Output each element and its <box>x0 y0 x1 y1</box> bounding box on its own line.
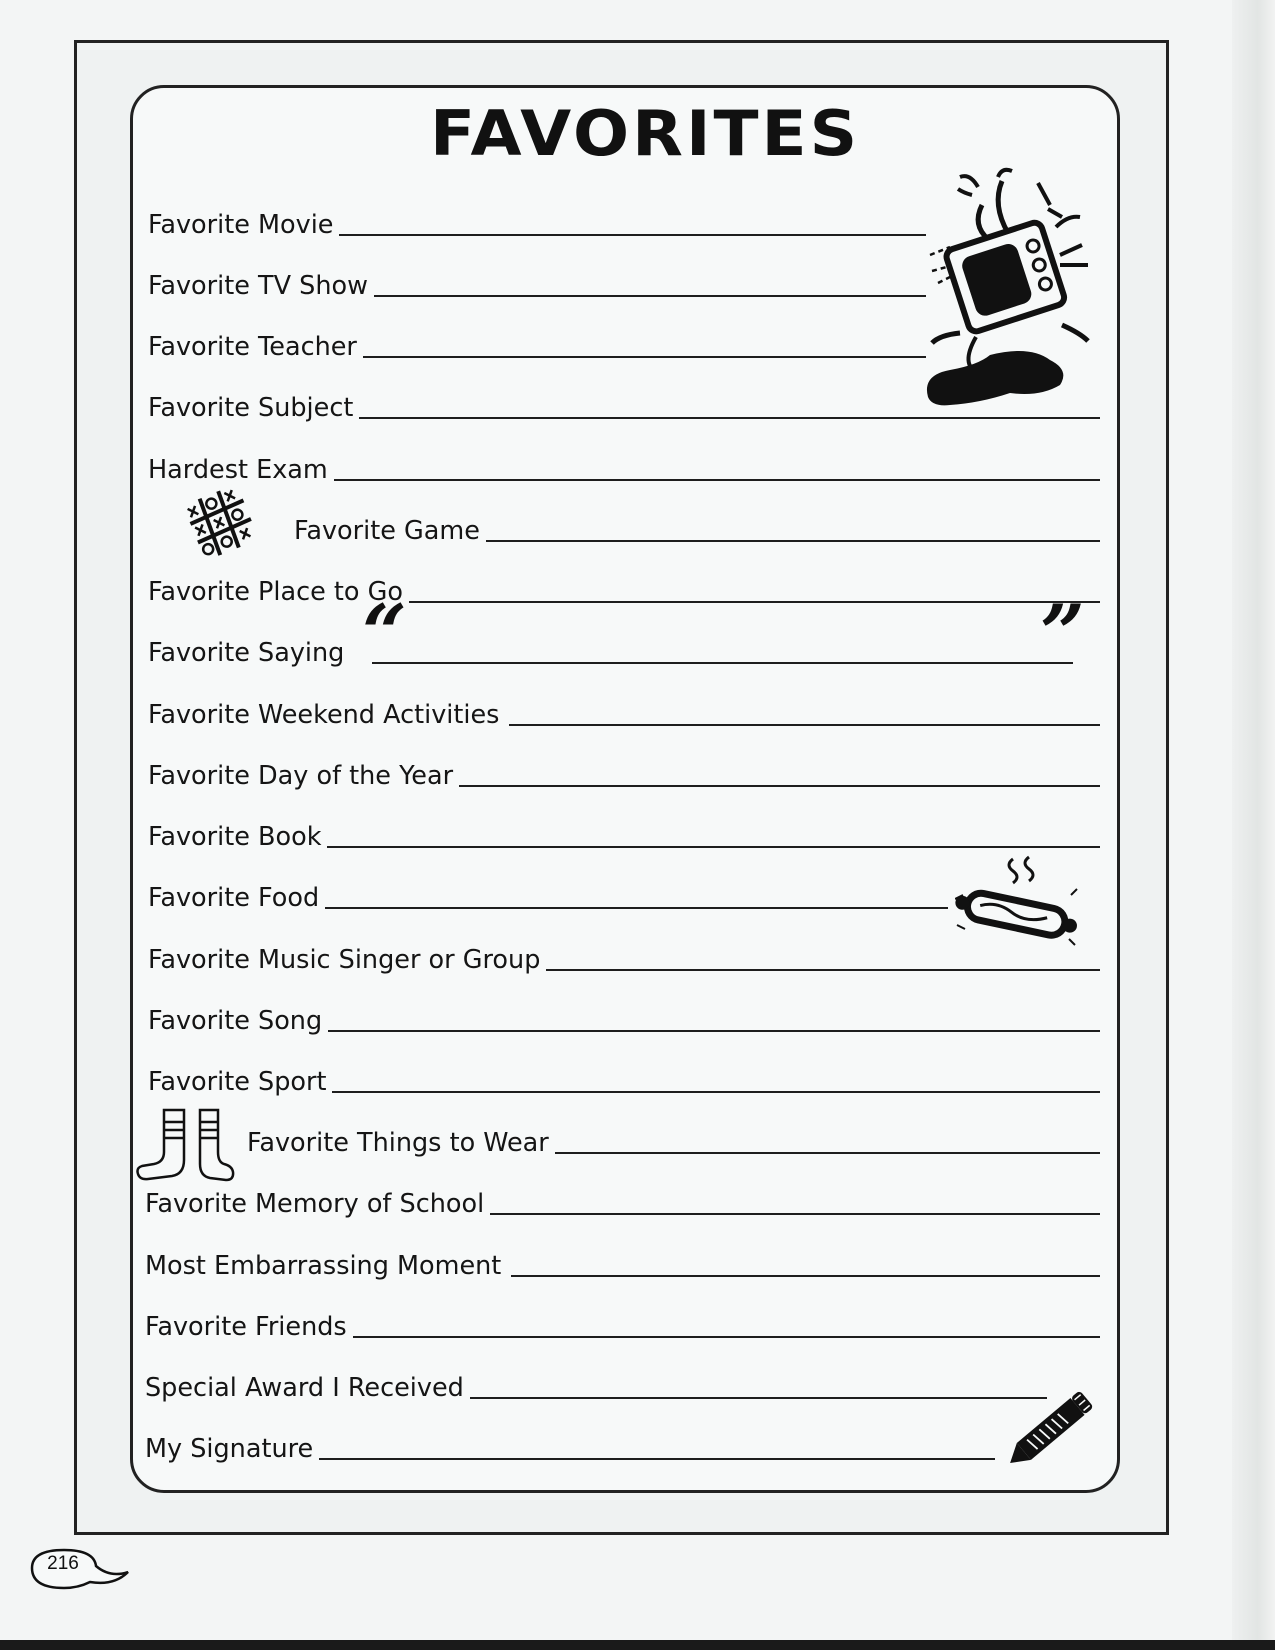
answer-line[interactable] <box>363 356 926 358</box>
answer-line[interactable] <box>374 295 926 297</box>
page-number: 216 <box>47 1553 79 1574</box>
field-label: Favorite Book <box>148 822 322 852</box>
answer-line[interactable] <box>332 1091 1100 1093</box>
answer-line[interactable] <box>409 601 1100 603</box>
field-row-special-award <box>145 1365 1047 1405</box>
field-label: Hardest Exam <box>148 455 328 485</box>
answer-line[interactable] <box>319 1458 995 1460</box>
tv-icon <box>920 165 1105 410</box>
field-label: Favorite Game <box>294 516 480 546</box>
close-quote-mark: ” <box>1040 588 1085 679</box>
binding-edge <box>1232 0 1275 1650</box>
answer-line[interactable] <box>328 1030 1100 1032</box>
answer-line[interactable] <box>372 662 1073 664</box>
field-label: Favorite Friends <box>145 1312 347 1342</box>
field-label: Favorite Things to Wear <box>247 1128 549 1158</box>
answer-line[interactable] <box>486 540 1100 542</box>
answer-line[interactable] <box>359 417 1100 419</box>
answer-line[interactable] <box>334 479 1100 481</box>
field-row-favorite-teacher <box>148 324 926 364</box>
answer-line[interactable] <box>509 724 1100 726</box>
field-row-things-to-wear <box>247 1120 1100 1160</box>
field-label: Favorite Place to Go <box>148 577 403 607</box>
field-row-favorite-tv-show <box>148 263 926 303</box>
answer-line[interactable] <box>339 234 926 236</box>
answer-line[interactable] <box>555 1152 1100 1154</box>
field-label: Favorite Teacher <box>148 332 357 362</box>
socks-icon <box>136 1108 236 1182</box>
field-label: Favorite Movie <box>148 210 334 240</box>
answer-line[interactable] <box>327 846 1100 848</box>
field-row-favorite-place <box>148 569 1100 609</box>
field-row-favorite-book <box>148 814 1100 854</box>
answer-line[interactable] <box>546 969 1100 971</box>
field-row-my-signature <box>145 1426 995 1466</box>
crayon-icon <box>1003 1382 1103 1472</box>
field-label: Favorite Sport <box>148 1067 327 1097</box>
answer-line[interactable] <box>470 1397 1047 1399</box>
field-label: Favorite Song <box>148 1006 323 1036</box>
field-row-day-of-year <box>148 753 1100 793</box>
field-row-favorite-movie <box>148 202 926 242</box>
field-label: Favorite Day of the Year <box>148 761 454 791</box>
field-row-memory-of-school <box>145 1181 1100 1221</box>
field-label: Favorite Saying <box>148 638 345 668</box>
answer-line[interactable] <box>325 907 948 909</box>
field-label: Most Embarrassing Moment <box>145 1251 502 1281</box>
field-label: Favorite Subject <box>148 393 354 423</box>
field-row-weekend-activities <box>148 692 1100 732</box>
page-bottom-edge <box>0 1640 1275 1650</box>
field-label: Favorite Weekend Activities <box>148 700 500 730</box>
field-row-favorite-game <box>294 508 1100 548</box>
tic-tac-toe-icon <box>182 486 262 558</box>
field-row-hardest-exam <box>148 447 1100 487</box>
field-label: Favorite Food <box>148 883 320 913</box>
field-row-favorite-friends <box>145 1304 1100 1344</box>
open-quote-mark: “ <box>362 588 407 679</box>
field-label: Favorite TV Show <box>148 271 368 301</box>
field-row-embarrassing-moment <box>145 1243 1100 1283</box>
field-label: My Signature <box>145 1434 314 1464</box>
field-label: Special Award I Received <box>145 1373 464 1403</box>
field-label: Favorite Music Singer or Group <box>148 945 541 975</box>
answer-line[interactable] <box>459 785 1100 787</box>
answer-line[interactable] <box>490 1213 1100 1215</box>
field-label: Favorite Memory of School <box>145 1189 485 1219</box>
page-title: FAVORITES <box>430 96 861 171</box>
answer-line[interactable] <box>511 1275 1100 1277</box>
field-row-favorite-sport <box>148 1059 1100 1099</box>
answer-line[interactable] <box>353 1336 1100 1338</box>
field-row-favorite-food <box>148 875 948 915</box>
field-row-favorite-song <box>148 998 1100 1038</box>
hot-dog-icon <box>955 855 1080 950</box>
field-row-favorite-saying <box>148 630 1073 670</box>
